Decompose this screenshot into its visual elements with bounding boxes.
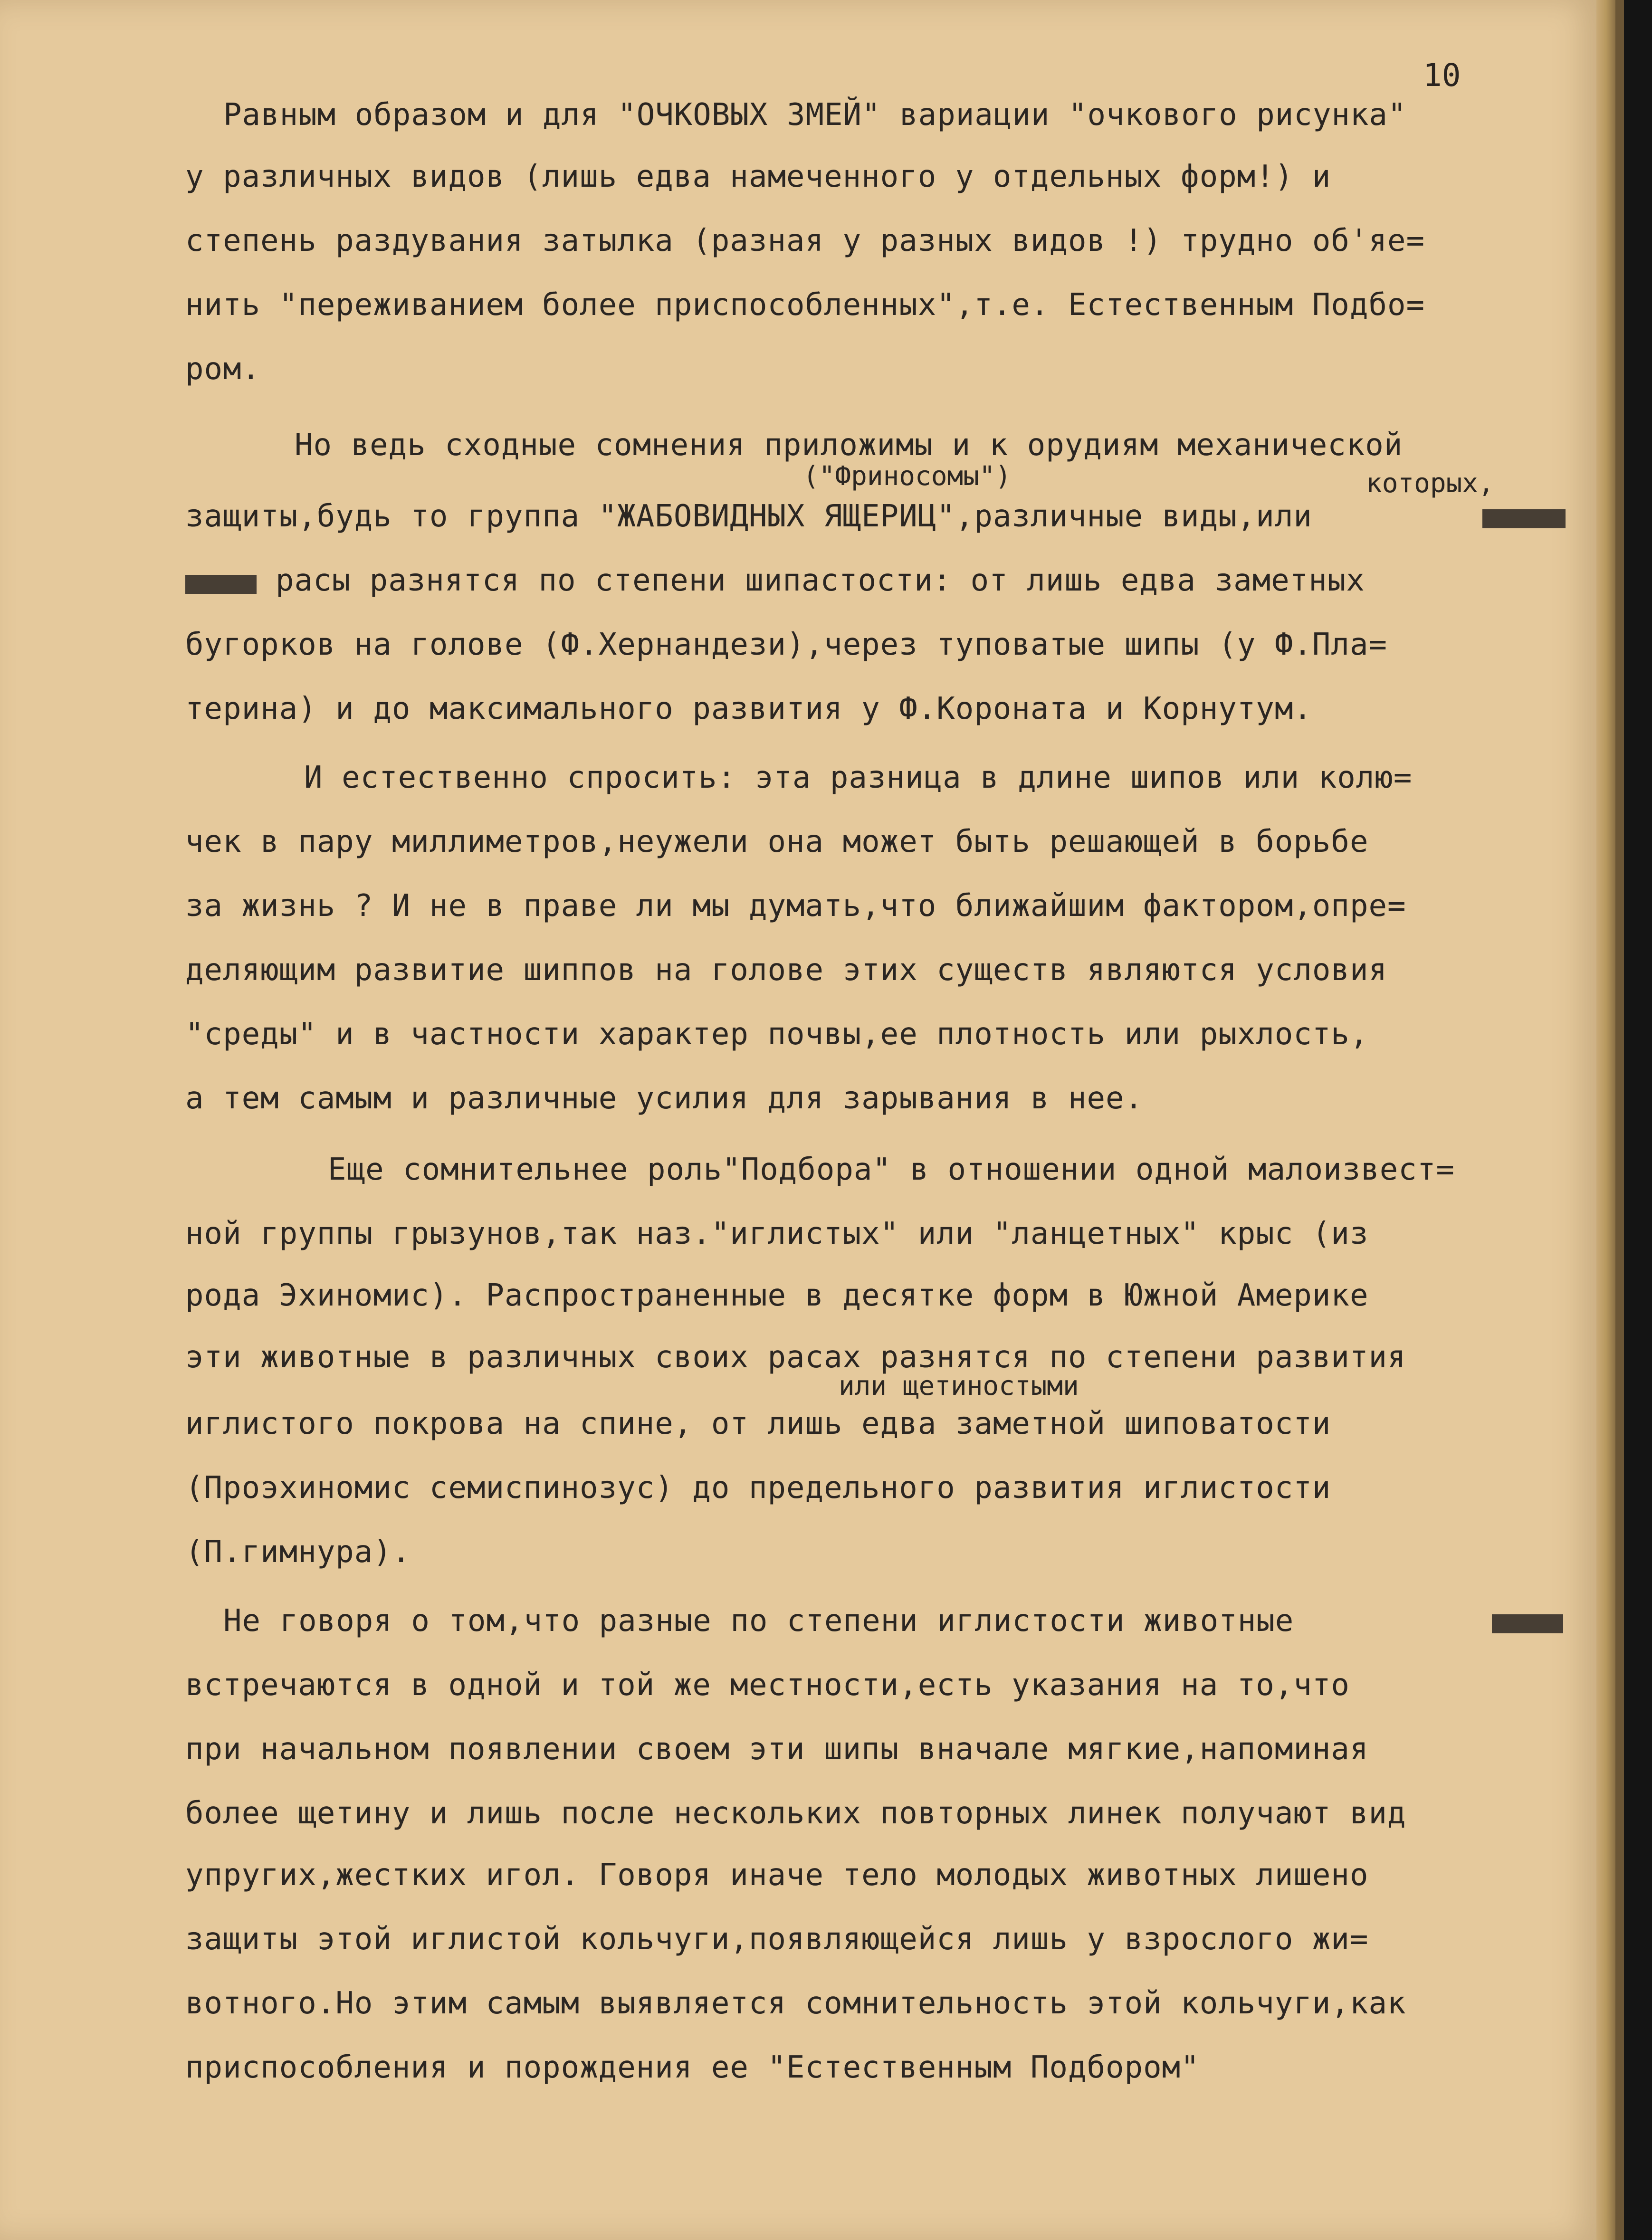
page-number: 10: [1423, 57, 1461, 94]
handwritten-insertion: которых,: [1366, 468, 1494, 499]
strikeout-mark: [1482, 509, 1566, 528]
text-line: упругих,жестких игол. Говоря иначе тело молодых животных лишено: [185, 1858, 1369, 1893]
handwritten-insertion: ("Фриносомы"): [803, 461, 1012, 492]
text-line: И естественно спросить: эта разница в длине шипов или колю=: [304, 760, 1413, 795]
text-line: у различных видов (лишь едва намеченного у отдельных форм!) и: [185, 159, 1331, 194]
text-line: расы разнятся по степени шипастости: от лишь едва заметных: [276, 563, 1365, 598]
text-line: (П.гимнура).: [185, 1535, 411, 1570]
text-line: эти животные в различных своих расах разнятся по степени развития: [185, 1340, 1406, 1375]
text-line: деляющим развитие шиппов на голове этих существ являются условия: [185, 953, 1387, 988]
text-line: ром.: [185, 352, 261, 387]
strikeout-mark: [1492, 1614, 1563, 1633]
text-line: нить "переживанием более приспособленных",т.е. Естественным Подбо=: [185, 287, 1425, 323]
page-stack-edge: [1596, 0, 1615, 2240]
text-line: защиты,будь то группа "ЖАБОВИДНЫХ ЯЩЕРИЦ",различные виды,или: [185, 499, 1312, 534]
text-line: Еще сомнительнее роль"Подбора" в отношении одной малоизвест=: [328, 1152, 1455, 1187]
text-line: (Проэхиномис семиспинозус) до предельного развития иглистости: [185, 1470, 1331, 1506]
text-line: Равным образом и для "ОЧКОВЫХ ЗМЕЙ" вариации "очкового рисунка": [223, 97, 1407, 133]
text-line: иглистого покрова на спине, от лишь едва заметной шиповатости: [185, 1406, 1331, 1441]
text-line: встречаются в одной и той же местности,есть указания на то,что: [185, 1668, 1350, 1703]
text-line: рода Эхиномис). Распространенные в десятке форм в Южной Америке: [185, 1278, 1369, 1313]
text-line: степень раздувания затылка (разная у разных видов !) трудно об'яе=: [185, 223, 1425, 258]
text-line: терина) и до максимального развития у Ф.Короната и Корнутум.: [185, 691, 1312, 726]
text-line: защиты этой иглистой кольчуги,появляющейся лишь у взрослого жи=: [185, 1922, 1369, 1957]
text-line: за жизнь ? И не в праве ли мы думать,что ближайшим фактором,опре=: [185, 888, 1406, 924]
text-line: бугорков на голове (Ф.Хернандези),через туповатые шипы (у Ф.Пла=: [185, 627, 1387, 662]
text-line: Не говоря о том,что разные по степени иглистости животные: [223, 1603, 1294, 1639]
text-line: вотного.Но этим самым выявляется сомнительность этой кольчуги,как: [185, 1986, 1406, 2021]
text-line: приспособления и порождения ее "Естественным Подбором": [185, 2050, 1200, 2085]
text-line: более щетину и лишь после нескольких повторных линек получают вид: [185, 1796, 1406, 1831]
handwritten-insertion: или щетиностыми: [839, 1371, 1079, 1401]
text-line: Но ведь сходные сомнения приложимы и к орудиям механической: [295, 428, 1403, 463]
text-line: "среды" и в частности характер почвы,ее плотность или рыхлость,: [185, 1017, 1369, 1052]
page-stack-shadow: [1615, 0, 1624, 2240]
strikeout-mark: [185, 575, 257, 594]
text-line: чек в пару миллиметров,неужели она может быть решающей в борьбе: [185, 824, 1369, 859]
text-line: а тем самым и различные усилия для зарывания в нее.: [185, 1081, 1144, 1116]
text-line: ной группы грызунов,так наз."иглистых" или "ланцетных" крыс (из: [185, 1216, 1369, 1251]
text-line: при начальном появлении своем эти шипы вначале мягкие,напоминая: [185, 1732, 1369, 1767]
